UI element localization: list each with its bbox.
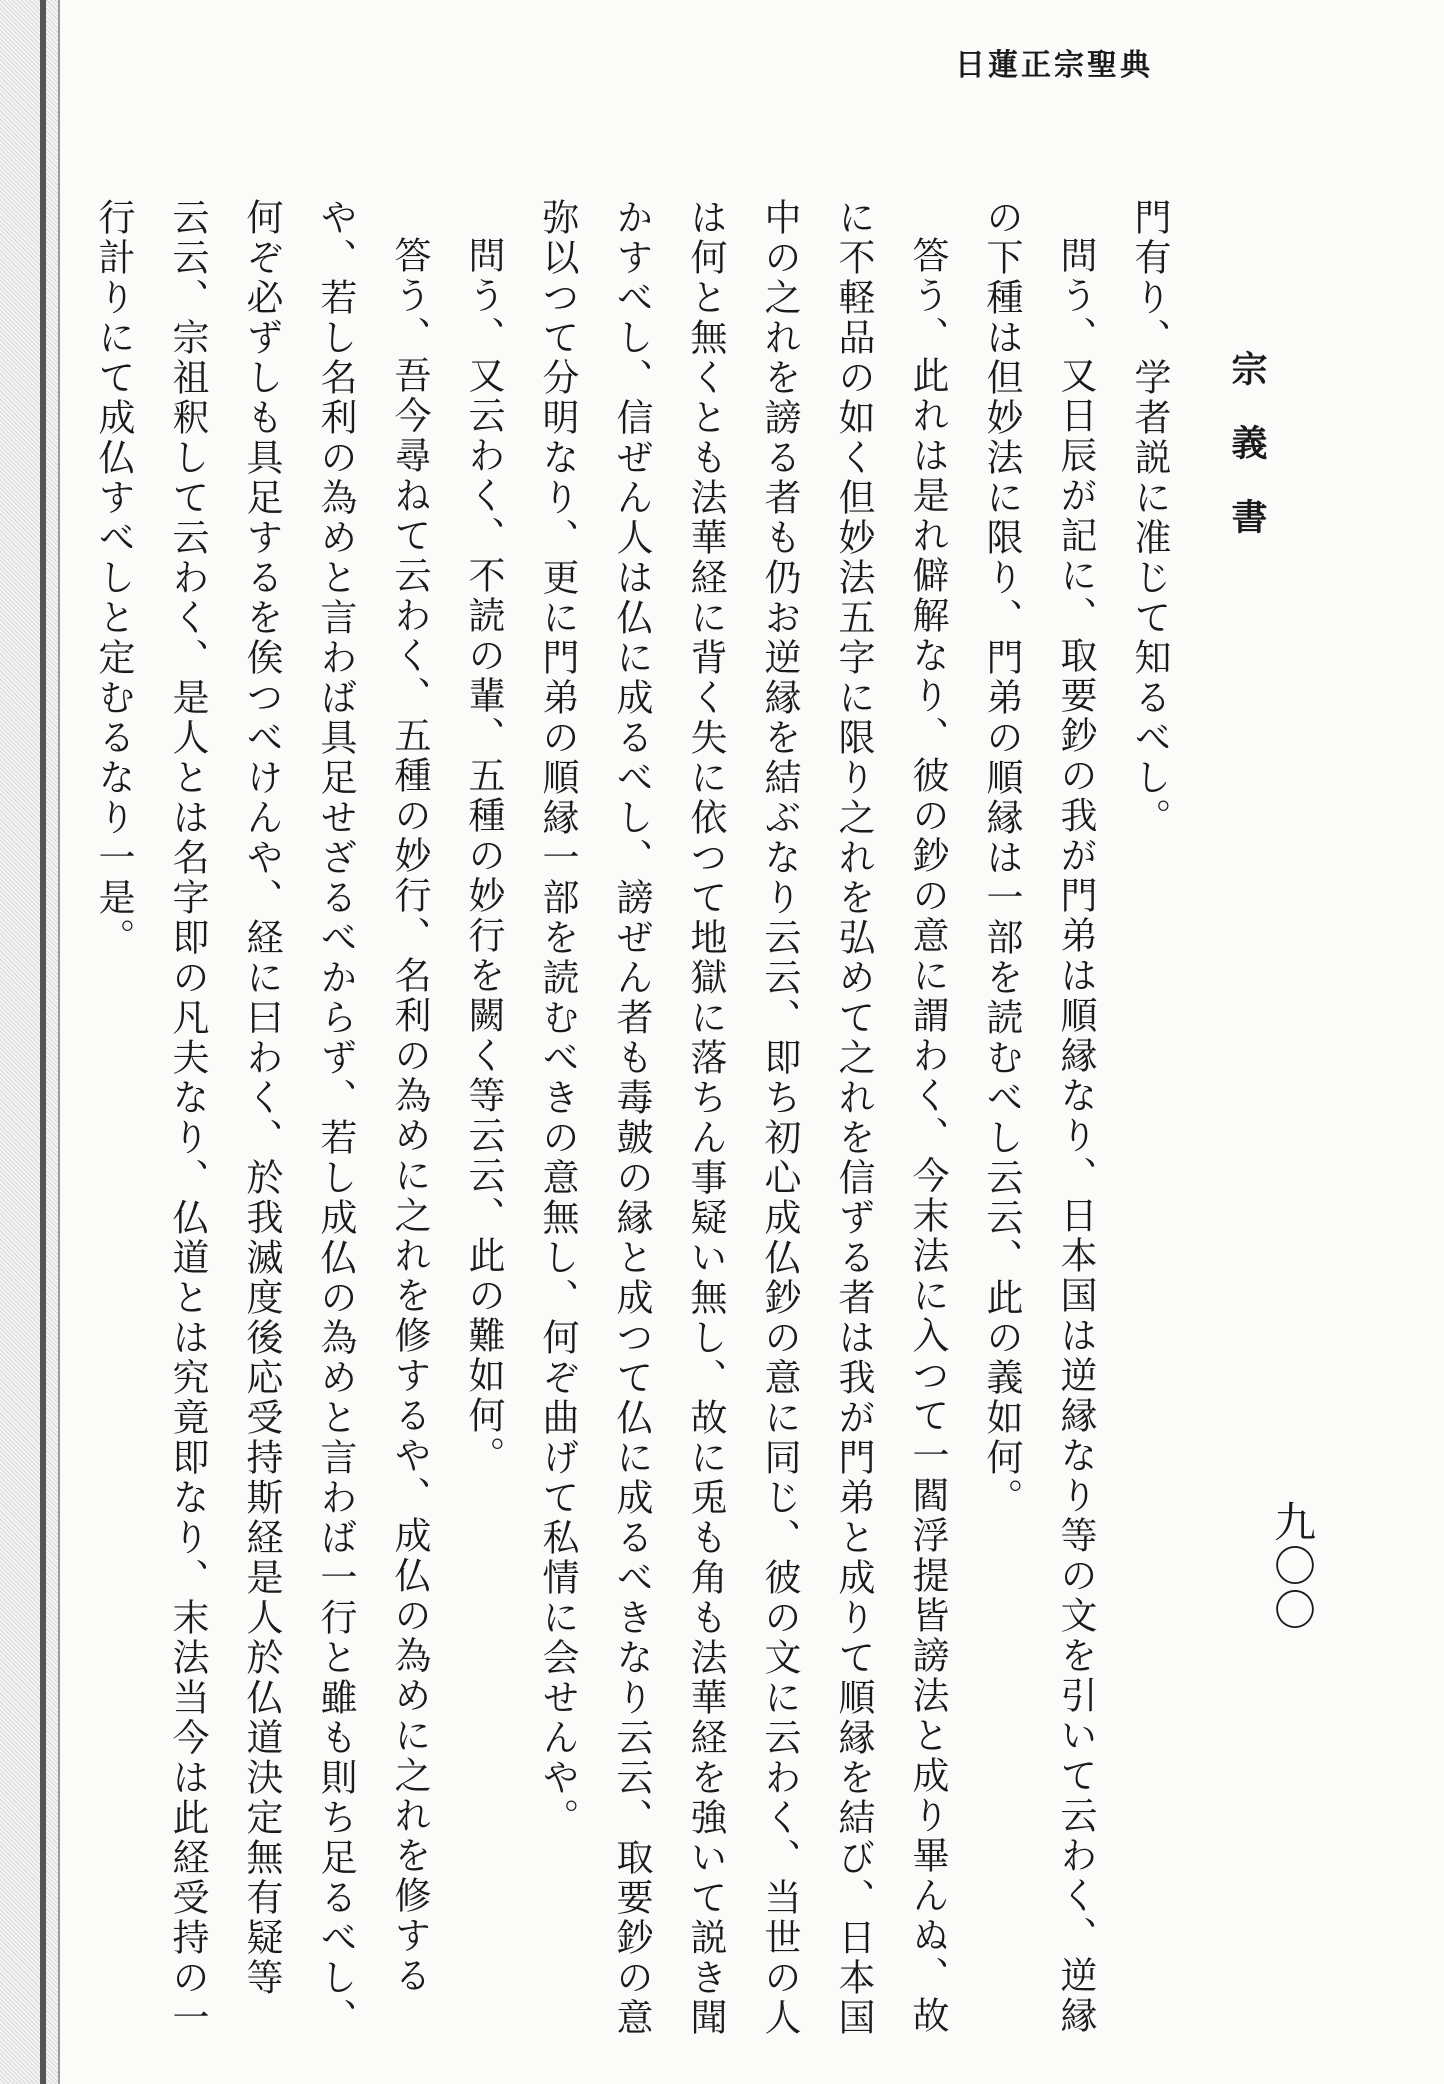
text-line-10: 問う、又云わく、不読の輩、五種の妙行を闕く等云云、此の難如何。 xyxy=(462,236,505,1476)
page-number: 九〇〇 xyxy=(1268,1500,1317,1632)
text-line-7: は何と無くとも法華経に背く失に依つて地獄に落ちん事疑い無し、故に兎も角も法華経を強いて説き聞 xyxy=(684,198,727,2038)
text-line-12: や、若し名利の為めと言わば具足せざるべからず、若し成仏の為めと言わば一行と雖も則ち足るべし、 xyxy=(314,198,357,2038)
text-line-11: 答う、吾今尋ねて云わく、五種の妙行、名利の為めに之れを修するや、成仏の為めに之れを修する xyxy=(388,236,431,1996)
text-line-3: の下種は但妙法に限り、門弟の順縁は一部を読むべし云云、此の義如何。 xyxy=(980,198,1023,1518)
text-line-5: に不軽品の如く但妙法五字に限り之れを弘めて之れを信ずる者は我が門弟と成りて順縁を結び、日本国 xyxy=(832,198,875,2038)
text-line-13: 何ぞ必ずしも具足するを俟つべけんや、経に曰わく、於我滅度後応受持斯経是人於仏道決定無有疑等 xyxy=(240,198,283,1998)
text-line-6: 中の之れを謗る者も仍お逆縁を結ぶなり云云、即ち初心成仏鈔の意に同じ、彼の文に云わく、当世の人 xyxy=(758,198,801,2038)
text-line-2: 問う、又日辰が記に、取要鈔の我が門弟は順縁なり、日本国は逆縁なり等の文を引いて云わく、逆縁 xyxy=(1054,236,1097,2036)
page-binding-edge xyxy=(0,0,60,2084)
running-title: 宗義書 xyxy=(1226,350,1268,572)
text-line-9: 弥以つて分明なり、更に門弟の順縁一部を読むべきの意無し、何ぞ曲げて私情に会せんや。 xyxy=(536,198,579,1838)
binding-shadow xyxy=(40,0,46,2084)
text-line-8: かすべし、信ぜん人は仏に成るべし、謗ぜん者も毒皷の縁と成つて仏に成るべきなり云云、取要鈔の意 xyxy=(610,198,653,2038)
collection-title: 日蓮正宗聖典 xyxy=(955,48,1153,83)
body-text xyxy=(92,198,1186,2038)
text-line-14: 云云、宗祖釈して云わく、是人とは名字即の凡夫なり、仏道とは究竟即なり、末法当今は此経受持の一 xyxy=(166,198,209,2038)
text-line-15: 行計りにて成仏すべしと定むるなり一是。 xyxy=(92,198,135,958)
text-line-1: 門有り、学者説に准じて知るべし。 xyxy=(1128,198,1171,838)
text-line-4: 答う、此れは是れ僻解なり、彼の鈔の意に謂わく、今末法に入つて一閻浮提皆謗法と成り畢んぬ、故 xyxy=(906,236,949,2036)
